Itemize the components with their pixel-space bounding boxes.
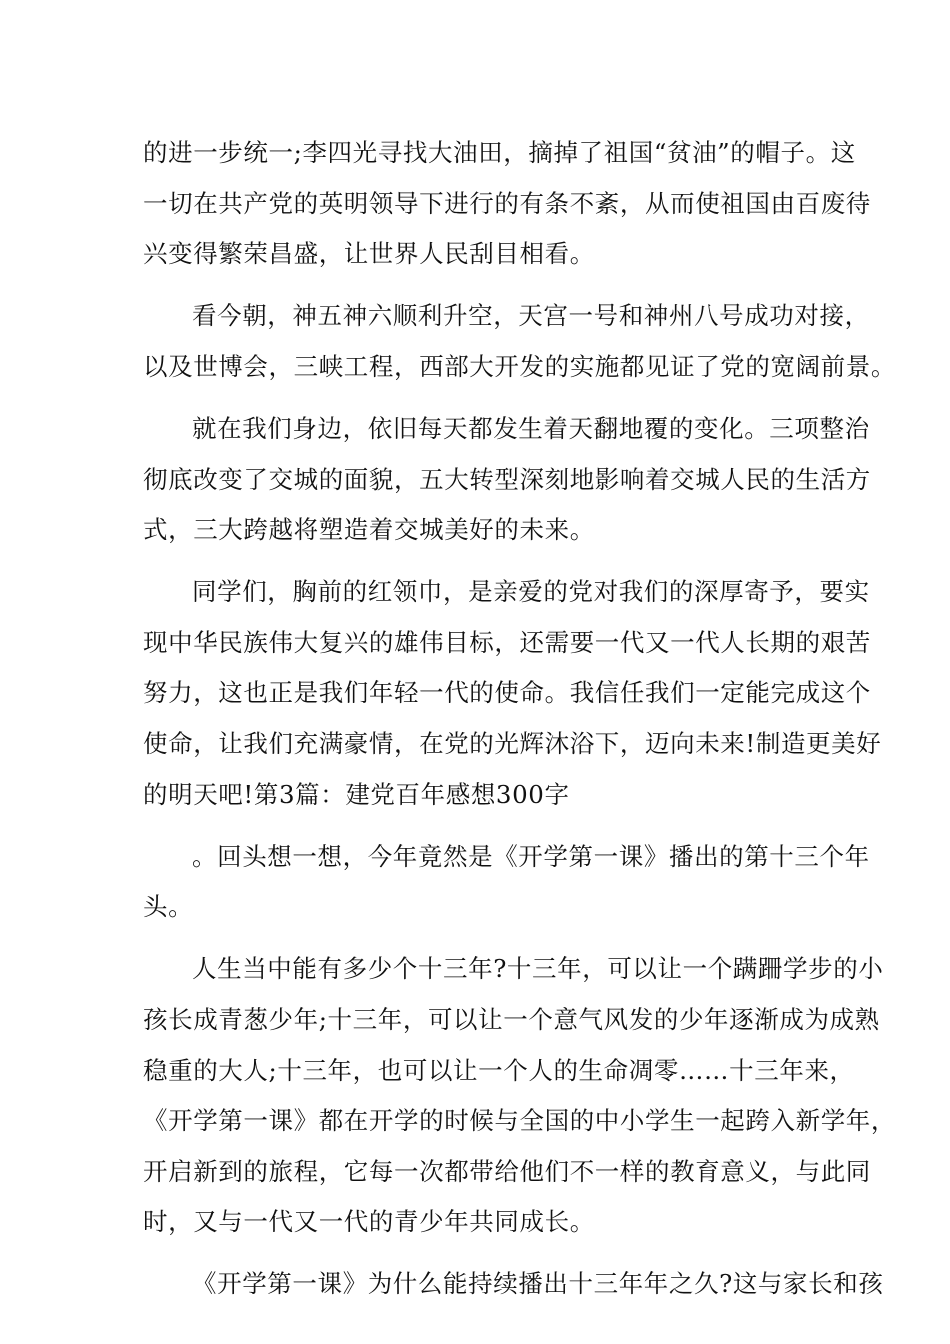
text-line: 就在我们身边，依旧每天都发生着天翻地覆的变化。三项整治 <box>192 413 870 443</box>
text-line: 同学们，胸前的红领巾，是亲爱的党对我们的深厚寄予，要实 <box>192 577 870 607</box>
text-line: 式，三大跨越将塑造着交城美好的未来。 <box>143 515 595 545</box>
text-line: 头。 <box>143 892 194 922</box>
paragraph <box>143 291 896 392</box>
text-line: 的明天吧!第3篇：建党百年感想300字 <box>143 779 570 809</box>
text-line: 的进一步统一;李四光寻找大油田，摘掉了祖国“贫油”的帽子。这 <box>143 138 856 167</box>
text-line: 《开学第一课》为什么能持续播出十三年年之久?这与家长和孩 <box>192 1269 884 1299</box>
document-body <box>143 128 896 1310</box>
text-line: 兴变得繁荣昌盛，让世界人民刮目相看。 <box>143 239 595 269</box>
text-line: 人生当中能有多少个十三年?十三年，可以让一个蹒跚学步的小 <box>192 954 884 984</box>
paragraph <box>143 404 871 556</box>
paragraph <box>143 567 882 820</box>
paragraph <box>143 832 870 933</box>
text-line: 稳重的大人;十三年，也可以让一个人的生命凋零……十三年来， <box>143 1055 855 1085</box>
text-line: 现中华民族伟大复兴的雄伟目标，还需要一代又一代人长期的艰苦 <box>143 627 871 657</box>
text-line: 。回头想一想，今年竟然是《开学第一课》播出的第十三个年 <box>192 841 870 871</box>
text-line: 《开学第一课》都在开学的时候与全国的中小学生一起跨入新学年， <box>143 1106 896 1136</box>
paragraph <box>143 944 896 1248</box>
paragraph <box>143 1259 884 1310</box>
text-line: 看今朝，神五神六顺利升空，天宫一号和神州八号成功对接， <box>192 301 870 331</box>
text-line: 开启新到的旅程，它每一次都带给他们不一样的教育意义，与此同 <box>143 1156 871 1186</box>
text-line: 使命，让我们充满豪情，在党的光辉沐浴下，迈向未来!制造更美好 <box>143 729 882 759</box>
text-line: 时，又与一代又一代的青少年共同成长。 <box>143 1207 595 1237</box>
paragraph <box>143 128 871 280</box>
text-line: 彻底改变了交城的面貌，五大转型深刻地影响着交城人民的生活方 <box>143 464 871 494</box>
text-line: 孩长成青葱少年;十三年，可以让一个意气风发的少年逐渐成为成熟 <box>143 1005 880 1034</box>
text-line: 以及世博会，三峡工程，西部大开发的实施都见证了党的宽阔前景。 <box>143 351 896 381</box>
text-line: 努力，这也正是我们年轻一代的使命。我信任我们一定能完成这个 <box>143 678 871 708</box>
text-line: 一切在共产党的英明领导下进行的有条不紊，从而使祖国由百废待 <box>143 188 871 218</box>
